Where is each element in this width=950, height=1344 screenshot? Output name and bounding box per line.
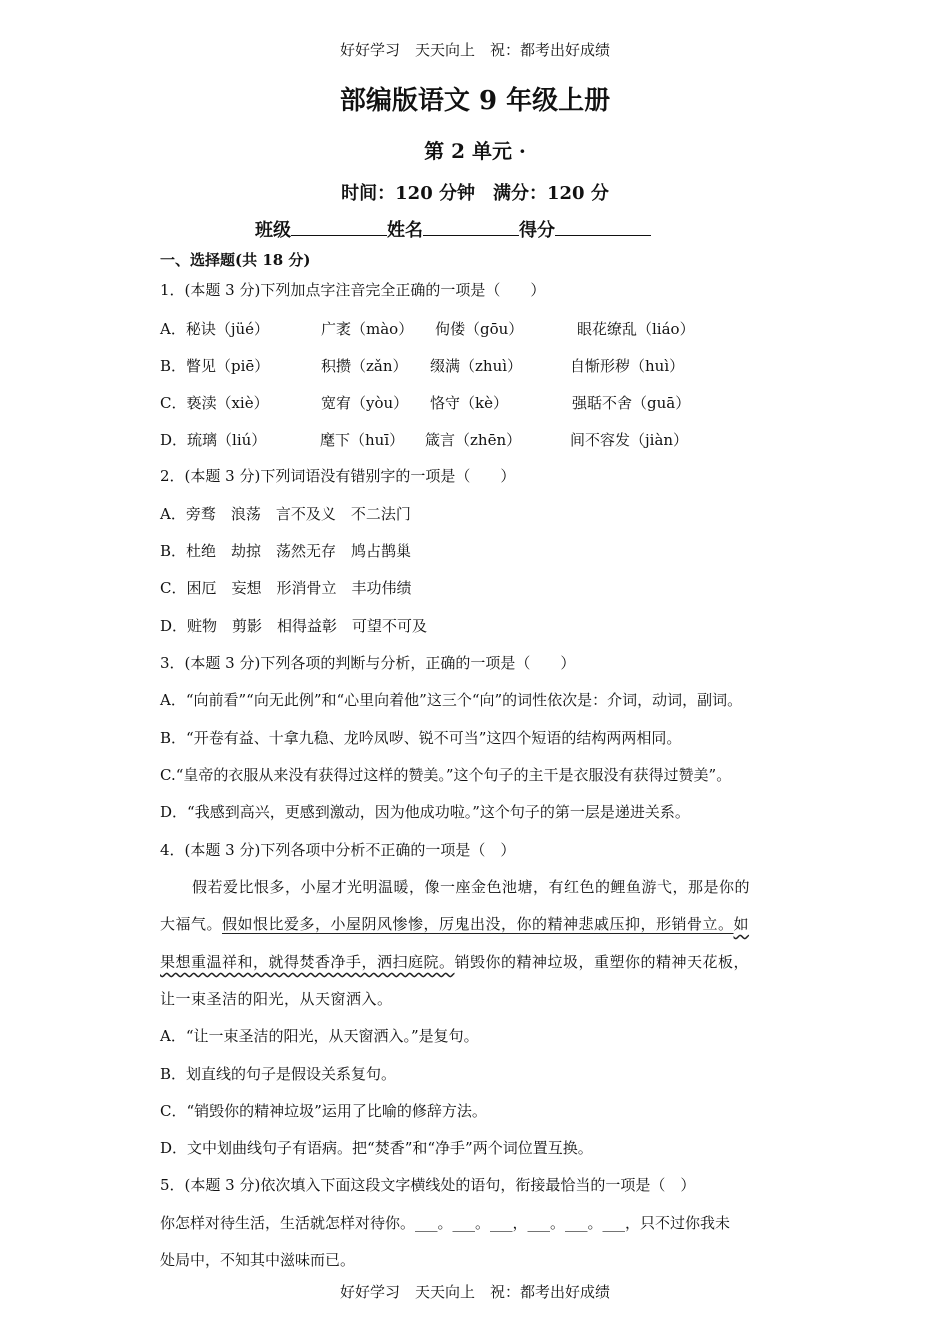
class-label: 班级 [255,220,291,241]
name-blank [423,217,519,236]
q3-option-b: B．“开卷有益、十拿九稳、龙吟凤哕、锐不可当”这四个短语的结构两两相同。 [160,729,682,747]
unit-title: 第 2 单元 · [424,139,526,163]
q3-option-a: A．“向前看”“向无此例”和“心里向着他”这三个“向”的词性依次是：介词，动词，副词。 [160,691,743,709]
document-title: 部编版语文 9 年级上册 [339,86,611,116]
q1-stem: 1．(本题 3 分)下列加点字注音完全正确的一项是（ ） [160,281,546,299]
q4-stem: 4．(本题 3 分)下列各项中分析不正确的一项是（ ） [160,841,516,859]
q5-text-line2: 处局中，不知其中滋味而已。 [160,1251,356,1269]
q4-passage-line2 [160,914,800,934]
student-info-line [255,216,651,242]
passage-text: 大福气。 [160,915,223,933]
q1-option-d-2: 麾下（huī） [320,431,405,449]
wavy-underlined-sentence-start: 如 [733,915,750,933]
q1-option-c-2: 宽宥（yòu） [321,394,409,412]
q5-stem: 5．(本题 3 分)依次填入下面这段文字横线处的语句，衔接最恰当的一项是（ ） [160,1176,696,1194]
time-score-line: 时间：120 分钟 满分：120 分 [341,183,609,204]
q1-option-c-1: C．亵渎（xiè） [160,394,269,412]
q4-passage-line4: 让一束圣洁的阳光，从天窗洒入。 [160,990,393,1008]
q4-option-b: B．划直线的句子是假设关系复句。 [160,1065,397,1083]
q1-option-b-2: 积攒（zǎn） [321,357,408,375]
q4-option-a: A．“让一束圣洁的阳光，从天窗洒入。”是复句。 [160,1027,479,1045]
q3-option-c: C.“皇帝的衣服从来没有获得过这样的赞美。”这个句子的主干是衣服没有获得过赞美”。 [160,766,732,784]
page-header: 好好学习 天天向上 祝：都考出好成绩 [339,41,610,59]
class-blank [291,217,387,236]
q1-option-d-4: 间不容发（jiàn） [570,431,689,449]
q3-stem: 3．(本题 3 分)下列各项的判断与分析，正确的一项是（ ） [160,654,576,672]
q4-option-d: D．文中划曲线句子有语病。把“焚香”和“净手”两个词位置互换。 [160,1139,593,1157]
q3-option-d: D．“我感到高兴，更感到激动，因为他成功啦。”这个句子的第一层是递进关系。 [160,803,690,821]
q5-text-line1: 你怎样对待生活，生活就怎样对待你。___。___。___，___。___。___，只不过你我未 [160,1214,731,1232]
straight-underlined-sentence: 假如恨比爱多，小屋阴风惨惨，厉鬼出没，你的精神悲戚压抑，形销骨立。 [222,915,734,933]
q2-option-d: D．赃物 剪影 相得益彰 可望不可及 [160,617,428,635]
q2-option-b: B．杜绝 劫掠 荡然无存 鸠占鹊巢 [160,542,412,560]
name-label: 姓名 [387,220,423,241]
q2-option-c: C．困厄 妄想 形消骨立 丰功伟绩 [160,579,412,597]
passage-text: 销毁你的精神垃圾，重塑你的精神天花板， [454,953,750,971]
score-blank [555,217,651,236]
q1-option-a-4: 眼花缭乱（liáo） [577,320,695,338]
q1-option-b-1: B．瞥见（piē） [160,357,270,375]
q2-stem: 2．(本题 3 分)下列词语没有错别字的一项是（ ） [160,467,516,485]
q1-option-d-3: 箴言（zhēn） [425,431,522,449]
q1-option-a-3: 佝偻（gōu） [435,320,524,338]
q1-option-b-4: 自惭形秽（huì） [570,357,685,375]
q2-option-a: A．旁骛 浪荡 言不及义 不二法门 [160,505,411,523]
q4-passage-line3 [160,952,800,972]
q1-option-b-3: 缀满（zhuì） [430,357,523,375]
q4-option-c: C．“销毁你的精神垃圾”运用了比喻的修辞方法。 [160,1102,487,1120]
q1-option-a-2: 广袤（mào） [321,320,414,338]
page-footer: 好好学习 天天向上 祝：都考出好成绩 [339,1283,610,1301]
q1-option-c-4: 强聒不舍（guā） [572,394,691,412]
q1-option-d-1: D．琉璃（liú） [160,431,267,449]
q1-option-c-3: 恪守（kè） [430,394,508,412]
q4-passage-line1: 假若爱比恨多，小屋才光明温暖，像一座金色池塘，有红色的鲤鱼游弋，那是你的 [192,878,751,896]
q1-option-a-1: A．秘诀（jüé） [160,320,270,338]
score-label: 得分 [519,220,555,241]
section-heading: 一、选择题(共 18 分) [160,251,311,269]
wavy-underlined-sentence-end: 果想重温祥和，就得焚香净手，洒扫庭院。 [160,953,455,971]
